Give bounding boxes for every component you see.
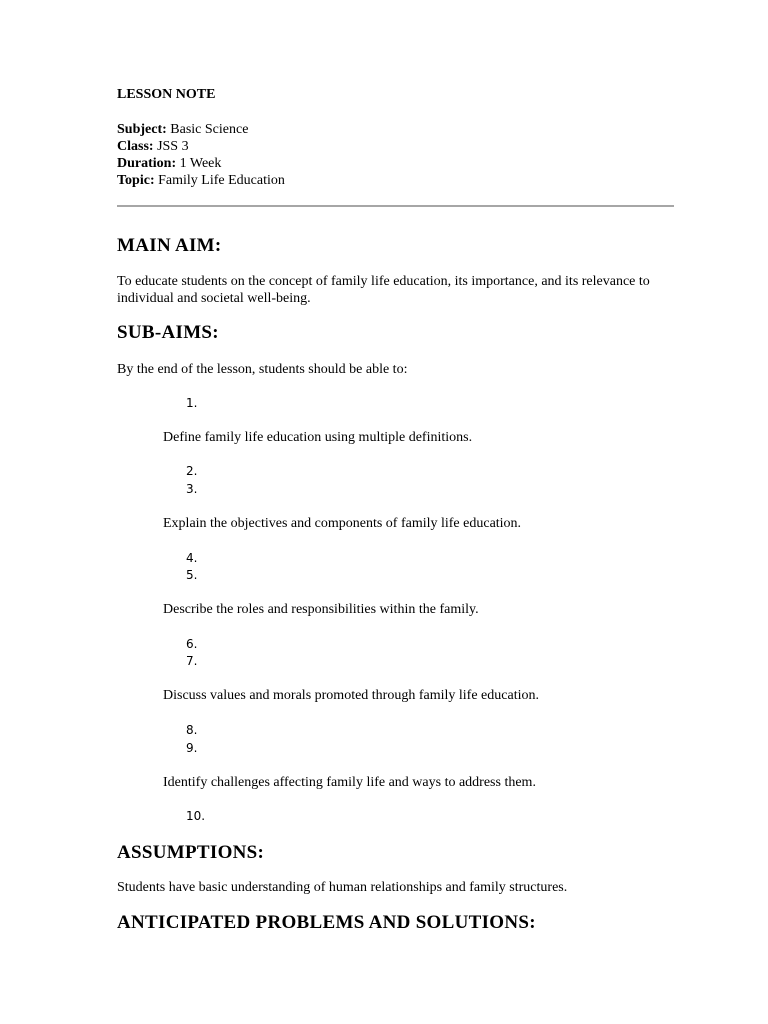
- sub-aim-item: Identify challenges affecting family life and ways to address them.: [163, 775, 536, 790]
- meta-subject: [117, 121, 248, 138]
- sub-aims-heading: SUB-AIMS:: [117, 322, 219, 343]
- main-aim-heading: MAIN AIM:: [117, 235, 222, 256]
- sub-aim-item: Describe the roles and responsibilities within the family.: [163, 602, 479, 617]
- list-number: 5.: [186, 568, 198, 582]
- anticipated-problems-heading: ANTICIPATED PROBLEMS AND SOLUTIONS:: [117, 912, 536, 933]
- meta-subject-value: Basic Science: [166, 122, 249, 137]
- lesson-note-page: [117, 0, 674, 1024]
- list-number: 1.: [186, 396, 198, 410]
- list-number: 7.: [186, 654, 198, 668]
- document-title: LESSON NOTE: [117, 87, 216, 102]
- sub-aim-item: Explain the objectives and components of family life education.: [163, 516, 522, 531]
- meta-class: [117, 138, 189, 155]
- meta-topic-label: Topic:: [117, 173, 155, 188]
- list-number: 10.: [186, 809, 206, 823]
- assumptions-text: Students have basic understanding of human relationships and family structures.: [117, 880, 568, 895]
- list-number: 8.: [186, 723, 198, 737]
- sub-aim-item: Define family life education using multiple definitions.: [163, 430, 473, 445]
- main-aim-text: To educate students on the concept of family life education, its importance, and its relevance to individual and societal well-being.: [117, 274, 650, 306]
- meta-class-value: JSS 3: [153, 139, 189, 154]
- list-number: 2.: [186, 464, 198, 478]
- meta-class-label: Class:: [117, 139, 154, 154]
- list-number: 4.: [186, 551, 198, 565]
- meta-duration: [117, 155, 221, 172]
- horizontal-rule: [117, 205, 674, 207]
- list-number: 6.: [186, 637, 198, 651]
- sub-aims-intro: By the end of the lesson, students should be able to:: [117, 362, 408, 377]
- meta-duration-label: Duration:: [117, 156, 177, 171]
- sub-aim-item: Discuss values and morals promoted through family life education.: [163, 688, 539, 703]
- meta-duration-value: 1 Week: [176, 156, 222, 171]
- meta-subject-label: Subject:: [117, 122, 167, 137]
- assumptions-heading: ASSUMPTIONS:: [117, 842, 265, 863]
- list-number: 9.: [186, 741, 198, 755]
- meta-topic: [117, 172, 285, 189]
- meta-topic-value: Family Life Education: [154, 173, 285, 188]
- list-number: 3.: [186, 482, 198, 496]
